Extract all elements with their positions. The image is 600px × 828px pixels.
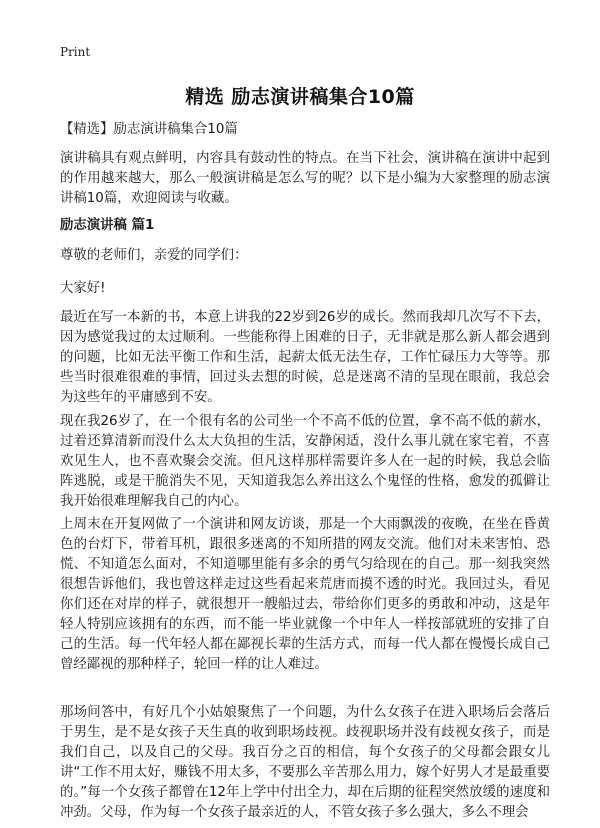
body-paragraph: 现在我26岁了，在一个很有名的公司坐一个不高不低的位置，拿不高不低的薪水，过着还算清新而没什么太大负担的生活，安静闲适，没什么事儿就在家宅着，不喜欢见生人，也不喜欢聚会交流。但凡这样那样需要许多人在一起的时候，我总会临阵逃脱，或是干脆消失不见，天知道我怎么养出这么个鬼怪的性格，愈发的孤僻让我开始很难理解我自己的内心。 xyxy=(60,414,550,509)
body-paragraph: 上周末在开复网做了一个演讲和网友访谈，那是一个大雨飘泼的夜晚，在坐在昏黄色的台灯下，带着耳机，跟很多迷离的不知所措的网友交流。他们对未来害怕、恐慌、不知道怎么面对，不知道哪里能有多余的勇气匀给现在的自己。那一刻我突然很想告诉他们，我也曾这样走过这些看起来荒唐而摸不透的时光。我回过头，看见你们还在对岸的样子，就很想开一艘船过去，带给你们更多的勇敢和冲动，这是年轻人特别应该拥有的东西，而不能一毕业就像一个中年人一样按部就班的安排了自己的生活。每一代年轻人都在鄙视长辈的生活方式，而每一代人都在慢慢长成自己曾经鄙视的那种样子，轮回一样的让人难过。 xyxy=(60,517,550,672)
body-paragraph: 最近在写一本新的书，本意上讲我的22岁到26岁的成长。然而我却几次写不下去，因为感觉我过的太过顺利。一些能称得上困难的日子，无非就是那么新人都会遇到的问题，比如无法平衡工作和生活，起薪太低无法生存，工作忙碌压力大等等。那些当时很难很难的事情，回过头去想的时候，总是迷离不清的呈现在眼前，我总会为这些年的平庸感到不安。 xyxy=(60,310,550,405)
document-title: 精选 励志演讲稿集合10篇 xyxy=(185,86,415,108)
section-heading: 励志演讲稿 篇1 xyxy=(60,218,155,233)
intro-paragraph: 演讲稿具有观点鲜明，内容具有鼓动性的特点。在当下社会，演讲稿在演讲中起到的作用越来越大，那么一般演讲稿是怎么写的呢？以下是小编为大家整理的励志演讲稿10篇，欢迎阅读与收藏。 xyxy=(60,151,550,206)
document-subtitle: 【精选】励志演讲稿集合10篇 xyxy=(60,122,238,137)
greeting-line: 尊敬的老师们，亲爱的同学们： xyxy=(60,248,248,263)
hello-line: 大家好! xyxy=(60,281,106,296)
body-paragraph: 那场问答中，有好几个小姑娘聚焦了一个问题，为什么女孩子在进入职场后会落后于男生，是不是女孩子天生真的收到职场歧视。歧视职场并没有歧视女孩子，而是我们自己，以及自己的父母。我百分之百的相信，每个女孩子的父母都会跟女儿讲“工作不用太好，赚钱不用太多，不要那么辛苦那么用力，嫁个好男人才是最重要的。”每一个女孩子都曾在12年上学中付出全力，却在后期的征程突然放缓的速度和冲劲。父母，作为每一个女孩子最亲近的人，不管女孩子多么强大，多么不理会 xyxy=(60,705,550,820)
print-link[interactable]: Print xyxy=(60,45,91,59)
